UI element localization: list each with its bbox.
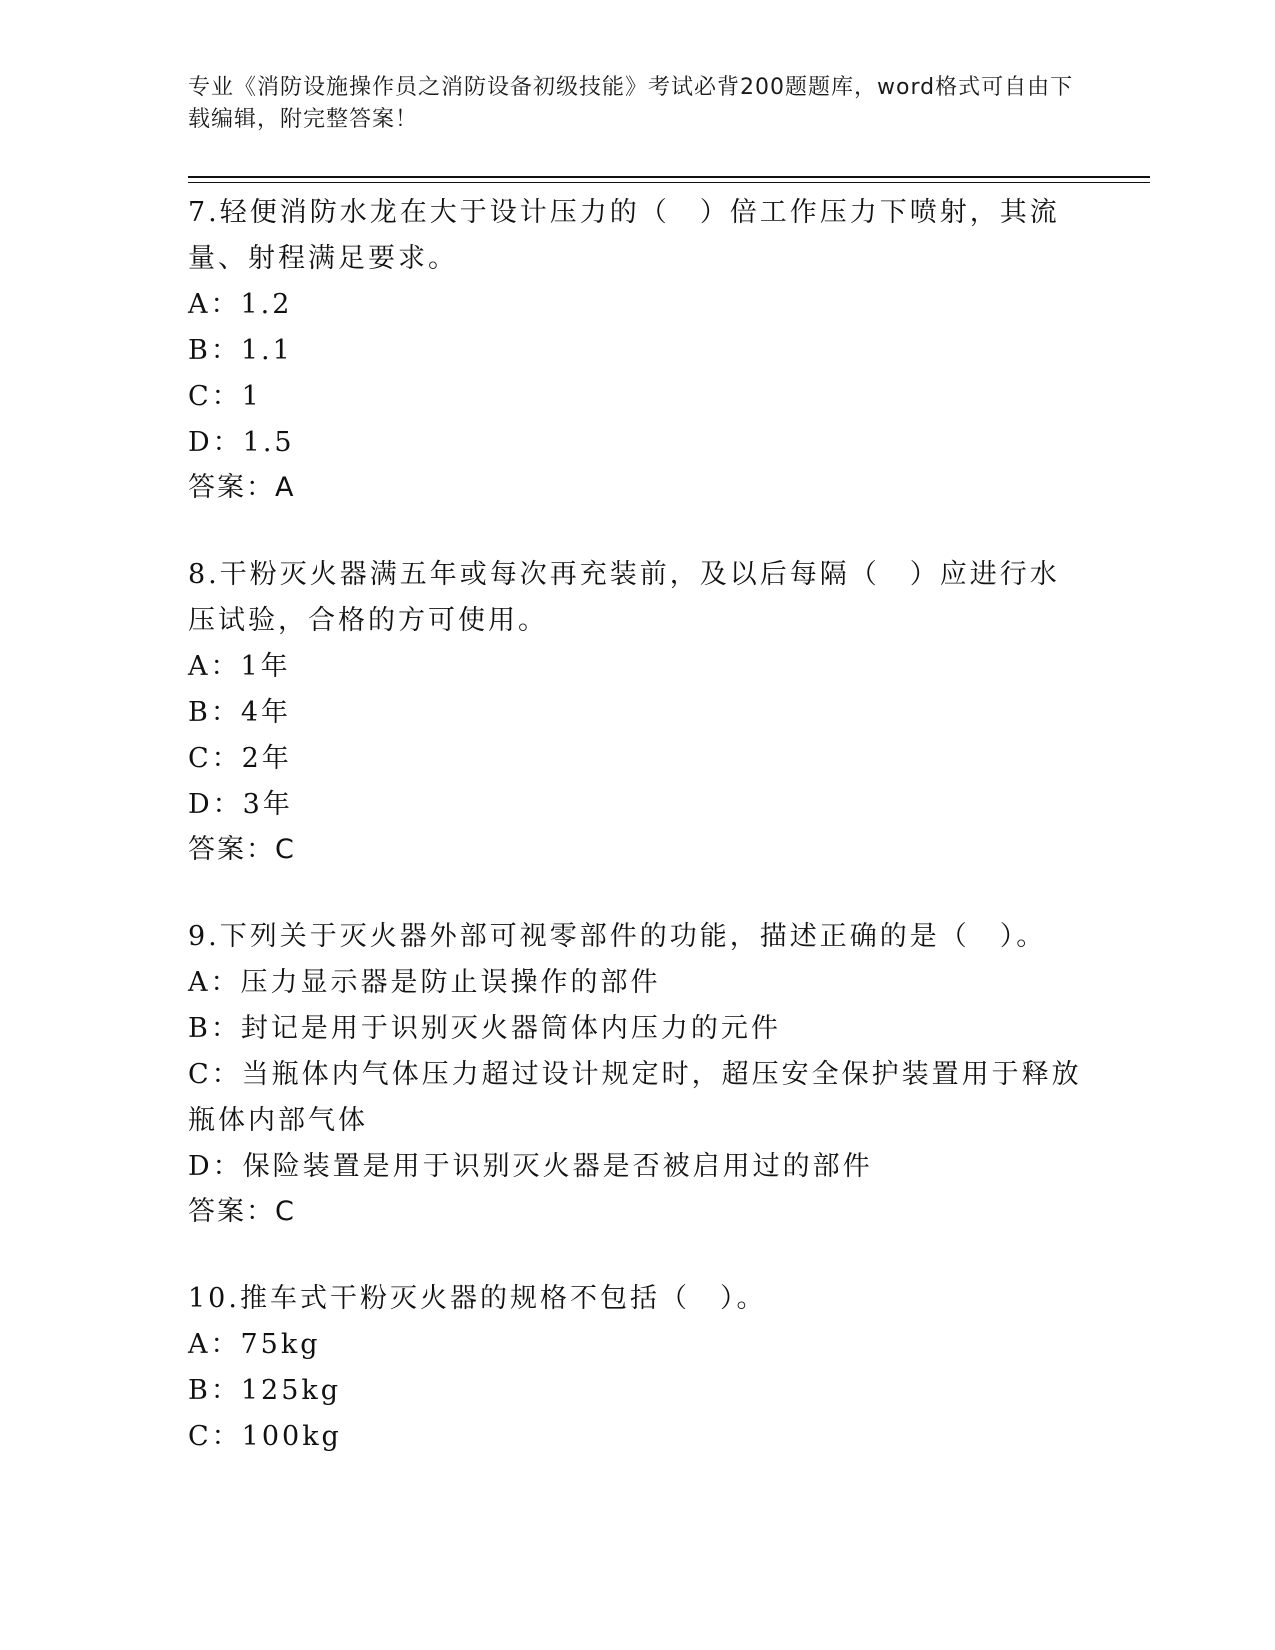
- question-list: [188, 190, 1088, 1502]
- question-stem: 9.下列关于灭火器外部可视零部件的功能，描述正确的是（ ）。: [188, 921, 1047, 952]
- option-b: B：封记是用于识别灭火器筒体内压力的元件: [188, 1013, 781, 1044]
- answer: 答案：A: [188, 472, 296, 503]
- header-divider-secondary: [188, 182, 1150, 183]
- option-c: C：2年: [188, 743, 292, 774]
- option-b: B：125kg: [188, 1375, 342, 1406]
- answer: 答案：C: [188, 1196, 296, 1227]
- option-c: C：当瓶体内气体压力超过设计规定时，超压安全保护装置用于释放瓶体内部气体: [188, 1059, 1082, 1136]
- option-d: D：1.5: [188, 427, 295, 458]
- option-a: A：75kg: [188, 1329, 321, 1360]
- question-10: [188, 1276, 1088, 1460]
- header-divider: [188, 176, 1150, 178]
- option-c: C：1: [188, 381, 262, 412]
- option-b: B：4年: [188, 697, 292, 728]
- option-d: D：3年: [188, 789, 293, 820]
- question-9: [188, 914, 1088, 1234]
- option-b: B：1.1: [188, 335, 293, 366]
- question-stem: 8.干粉灭火器满五年或每次再充装前，及以后每隔（ ）应进行水压试验，合格的方可使用。: [188, 559, 1060, 636]
- question-7: [188, 190, 1088, 510]
- question-stem: 7.轻便消防水龙在大于设计压力的（ ）倍工作压力下喷射，其流量、射程满足要求。: [188, 197, 1060, 274]
- answer: 答案：C: [188, 834, 296, 865]
- option-a: A：压力显示器是防止误操作的部件: [188, 967, 661, 998]
- question-stem: 10.推车式干粉灭火器的规格不包括（ ）。: [188, 1283, 767, 1314]
- option-d: D：保险装置是用于识别灭火器是否被启用过的部件: [188, 1151, 873, 1182]
- question-8: [188, 552, 1088, 872]
- option-a: A：1年: [188, 651, 291, 682]
- page-header: 专业《消防设施操作员之消防设备初级技能》考试必背200题题库，word格式可自由下载编辑，附完整答案！: [188, 75, 1074, 132]
- option-c: C：100kg: [188, 1421, 342, 1452]
- option-a: A：1.2: [188, 289, 293, 320]
